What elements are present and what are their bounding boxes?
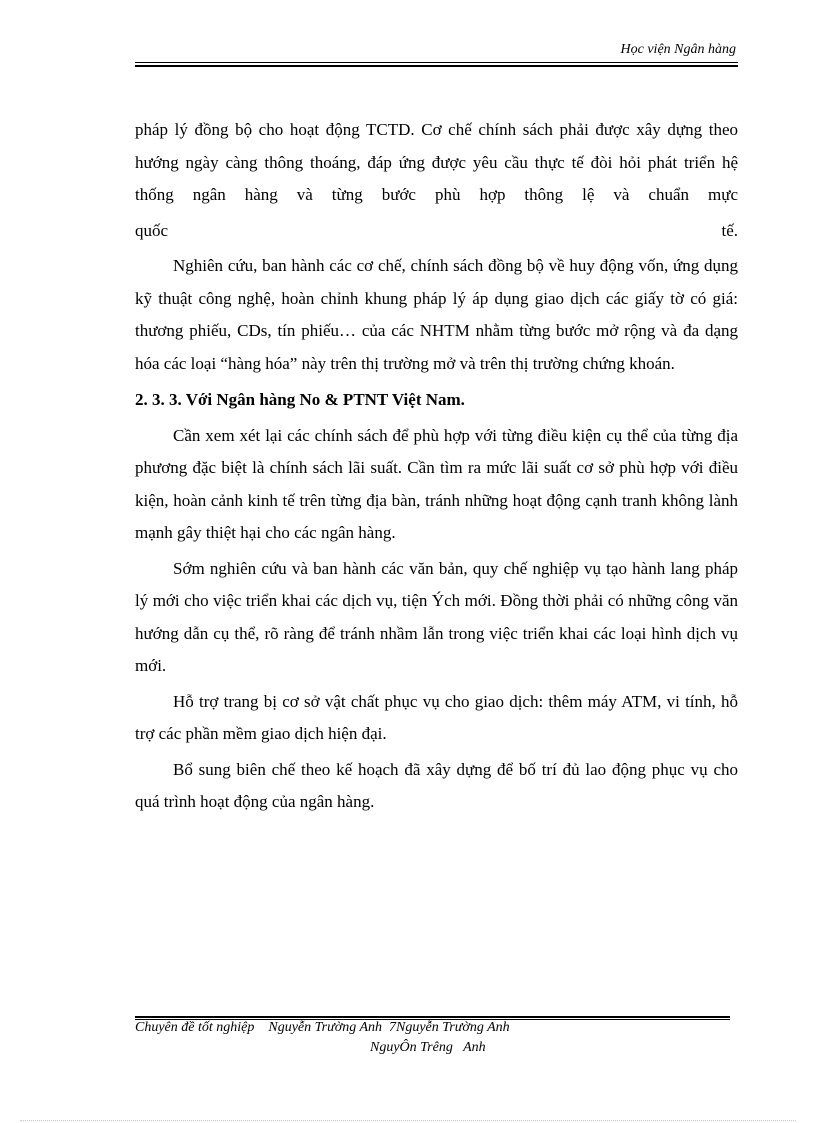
section-heading: 2. 3. 3. Với Ngân hàng No & PTNT Việt Nam.: [135, 390, 465, 409]
header-rule-thin: [135, 62, 738, 63]
paragraph-1: pháp lý đồng bộ cho hoạt động TCTD. Cơ chế chính sách phải được xây dựng theo hướng ngày càng thông thoáng, đáp ứng được yêu cầu thực tế đòi hỏi phát triển hệ thống ngân hàng và từng bước phù hợp thông lệ và chuẩn mực: [135, 120, 738, 204]
footer-rule-thick: [135, 1016, 730, 1018]
header-rule-thick: [135, 65, 738, 67]
paragraph-6: Bổ sung biên chế theo kế hoạch đã xây dựng để bố trí đủ lao động phục vụ cho quá trình hoạt động của ngân hàng.: [135, 759, 738, 811]
paragraph-4: Sớm nghiên cứu và ban hành các văn bản, quy chế nghiệp vụ tạo hành lang pháp lý mới cho việc triển khai các dịch vụ, tiện Ých mới. Đồng thời phải có những công văn hướng dẫn cụ thể, rõ ràng để tránh nhầm lẫn trong việc triển khai các loại hình dịch vụ mới.: [135, 558, 738, 675]
header-institution: Học viện Ngân hàng: [620, 42, 736, 57]
document-body: [135, 114, 738, 822]
paragraph-2: Nghiên cứu, ban hành các cơ chế, chính sách đồng bộ về huy động vốn, ứng dụng kỹ thuật công nghệ, hoàn chỉnh khung pháp lý áp dụng giao dịch các giấy tờ có giá: thương phiếu, CDs, tín phiếu… của các NHTM nhằm từng bước mở rộng và đa dạng hóa các loại “hàng hóa” này trên thị trường mở và trên thị trường chứng khoán.: [135, 256, 738, 373]
paragraph-1-end: quốc tế.: [135, 220, 738, 240]
footer-author-garbled: NguyÔn Trêng Anh: [370, 1040, 486, 1055]
footer-author-line: Chuyên đề tốt nghiệp Nguyễn Trường Anh 7Nguyễn Trường Anh: [135, 1020, 510, 1035]
paragraph-5: Hỗ trợ trang bị cơ sở vật chất phục vụ cho giao dịch: thêm máy ATM, vi tính, hỗ trợ các phần mềm giao dịch hiện đại.: [135, 691, 738, 743]
paragraph-3: Cần xem xét lại các chính sách để phù hợp với từng điều kiện cụ thể của từng địa phương đặc biệt là chính sách lãi suất. Cần tìm ra mức lãi suất cơ sở phù hợp với điều kiện, hoàn cảnh kinh tế trên từng địa bàn, tránh những hoạt động cạnh tranh không lành mạnh gây thiệt hại cho các ngân hàng.: [135, 425, 738, 542]
page-bottom-border: [20, 1120, 796, 1121]
